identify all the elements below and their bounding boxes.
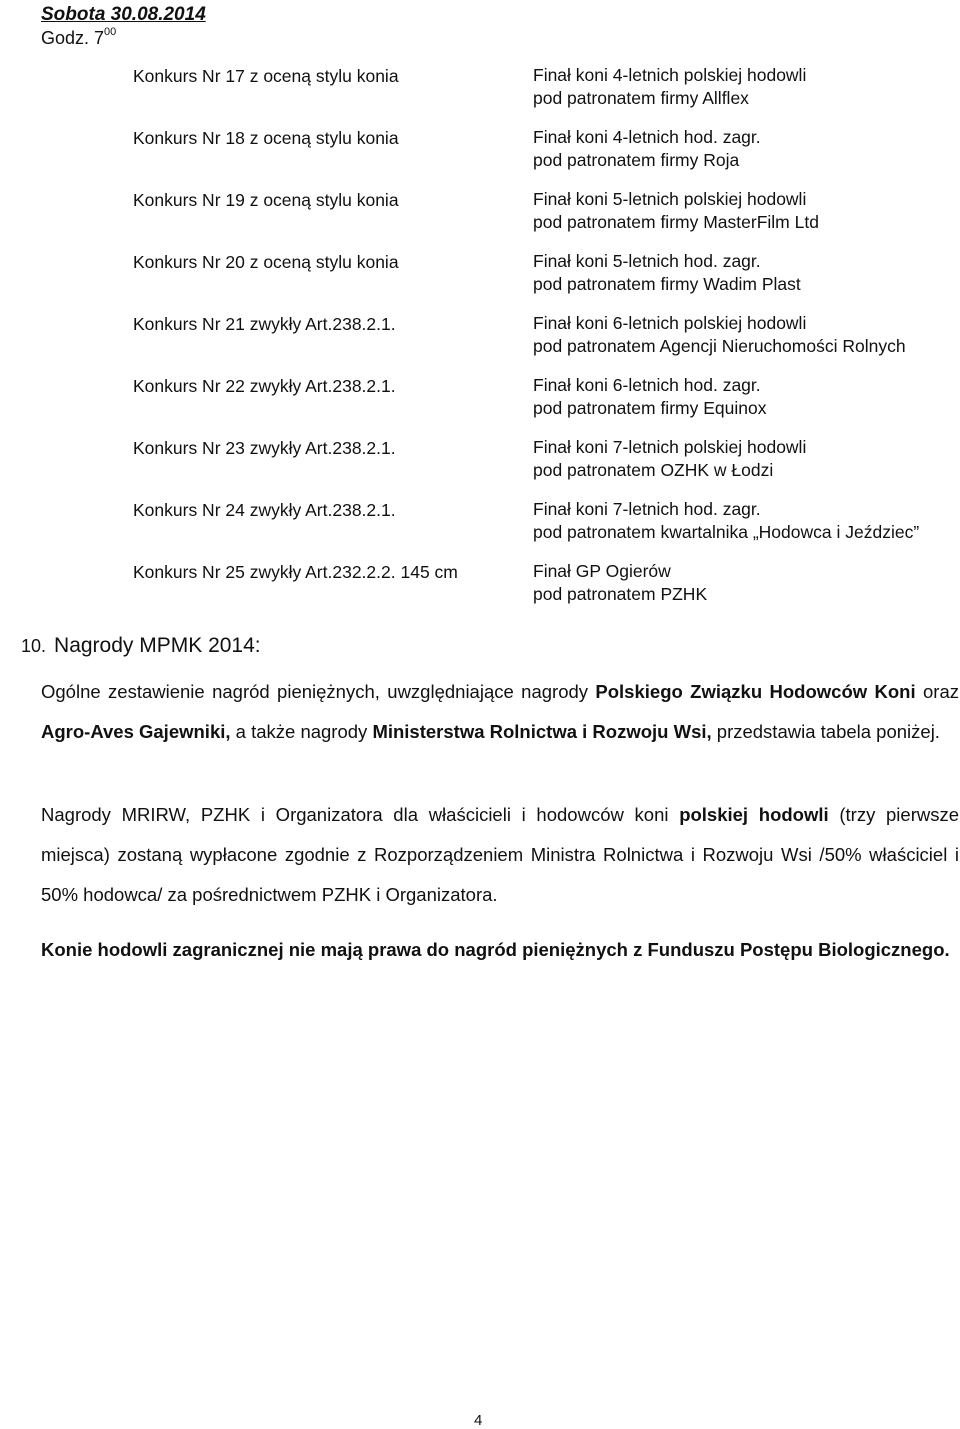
final-title: Finał GP Ogierów — [533, 561, 671, 581]
final-sponsor: pod patronatem OZHK w Łodzi — [533, 460, 774, 480]
final-item — [533, 250, 953, 312]
final-item — [533, 312, 953, 374]
competition-item: Konkurs Nr 25 zwykły Art.232.2.2. 145 cm — [133, 562, 458, 582]
final-sponsor: pod patronatem Agencji Nieruchomości Rolnych — [533, 336, 906, 356]
final-item — [533, 126, 953, 188]
competition-item: Konkurs Nr 19 z oceną stylu konia — [133, 190, 399, 210]
final-title: Finał koni 7-letnich polskiej hodowli — [533, 437, 807, 457]
final-sponsor: pod patronatem PZHK — [533, 584, 708, 604]
foreign-horses-notice: Konie hodowli zagranicznej nie mają prawa do nagród pieniężnych z Funduszu Postępu Biologicznego. — [41, 939, 950, 960]
ministry-name: Ministerstwa Rolnictwa i Rozwoju Wsi, — [372, 721, 712, 742]
final-title: Finał koni 5-letnich polskiej hodowli — [533, 189, 807, 209]
final-title: Finał koni 6-letnich polskiej hodowli — [533, 313, 807, 333]
prize-rules-paragraph — [41, 795, 959, 915]
final-sponsor: pod patronatem firmy Wadim Plast — [533, 274, 801, 294]
competition-list — [133, 65, 503, 623]
time-minutes: 00 — [104, 26, 117, 38]
final-item — [533, 374, 953, 436]
section-number: 10. — [21, 636, 47, 656]
time-prefix: Godz. 7 — [41, 28, 105, 48]
final-sponsor: pod patronatem kwartalnika „Hodowca i Jeździec” — [533, 522, 920, 542]
text-span: przedstawia tabela poniżej. — [711, 721, 940, 742]
final-item — [533, 436, 953, 498]
page-number: 4 — [474, 1412, 483, 1429]
schedule-time — [41, 28, 116, 49]
agro-aves-name: Agro-Aves Gajewniki, — [41, 721, 231, 742]
final-item — [533, 498, 953, 560]
final-sponsor: pod patronatem firmy Allflex — [533, 88, 749, 108]
competition-item: Konkurs Nr 18 z oceną stylu konia — [133, 128, 399, 148]
polish-breeding-term: polskiej hodowli — [679, 804, 829, 825]
final-sponsor: pod patronatem firmy Equinox — [533, 398, 767, 418]
competition-item: Konkurs Nr 17 z oceną stylu konia — [133, 66, 399, 86]
final-item — [533, 64, 953, 126]
text-span: oraz — [915, 681, 959, 702]
text-span: a także nagrody — [230, 721, 373, 742]
prize-summary-paragraph — [41, 672, 959, 752]
final-title: Finał koni 6-letnich hod. zagr. — [533, 375, 761, 395]
final-item — [533, 188, 953, 250]
final-item — [533, 560, 953, 622]
section-title: Nagrody MPMK 2014: — [54, 634, 261, 657]
section-heading — [21, 634, 261, 658]
competition-item: Konkurs Nr 21 zwykły Art.238.2.1. — [133, 314, 396, 334]
final-list — [533, 64, 953, 622]
text-span: (trzy pierwsze miejsca) zostaną wypłacone zgodnie z Rozporządzeniem Ministra Rolnictwa i Rozwoju Wsi /50% właściciel i 50% hodowca/ za pośrednictwem PZHK i Organizatora. — [41, 804, 960, 905]
text-span: Nagrody MRIRW, PZHK i Organizatora dla właścicieli i hodowców koni — [41, 804, 680, 825]
competition-item: Konkurs Nr 20 z oceną stylu konia — [133, 252, 399, 272]
final-title: Finał koni 4-letnich hod. zagr. — [533, 127, 761, 147]
text-span: Ogólne zestawienie nagród pieniężnych, uwzględniające nagrody — [41, 681, 596, 702]
competition-item: Konkurs Nr 23 zwykły Art.238.2.1. — [133, 438, 396, 458]
final-title: Finał koni 7-letnich hod. zagr. — [533, 499, 761, 519]
competition-item: Konkurs Nr 24 zwykły Art.238.2.1. — [133, 500, 396, 520]
final-sponsor: pod patronatem firmy MasterFilm Ltd — [533, 212, 819, 232]
final-title: Finał koni 5-letnich hod. zagr. — [533, 251, 761, 271]
pzhk-name: Polskiego Związku Hodowców Koni — [595, 681, 916, 702]
final-sponsor: pod patronatem firmy Roja — [533, 150, 740, 170]
schedule-date: Sobota 30.08.2014 — [41, 4, 206, 25]
competition-item: Konkurs Nr 22 zwykły Art.238.2.1. — [133, 376, 396, 396]
final-title: Finał koni 4-letnich polskiej hodowli — [533, 65, 807, 85]
